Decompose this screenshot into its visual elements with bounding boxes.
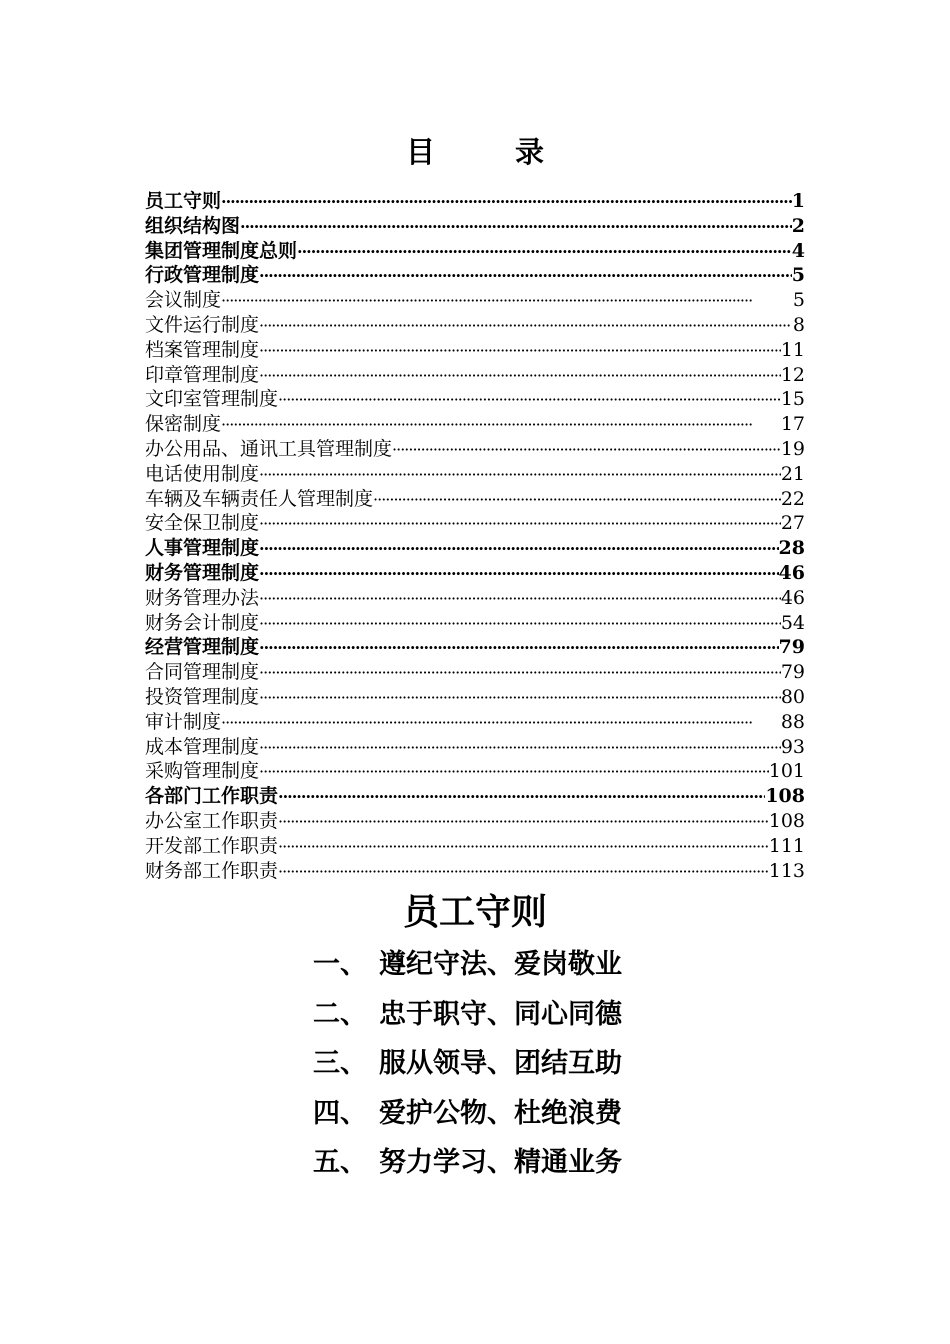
toc-entry-label: 文件运行制度 bbox=[145, 313, 260, 336]
toc-entry[interactable] bbox=[145, 759, 805, 784]
toc-entry-page: 5 bbox=[791, 264, 805, 287]
rule-item bbox=[313, 1138, 622, 1188]
rule-number: 五、 bbox=[313, 1147, 367, 1178]
toc-entry-page: 8 bbox=[792, 313, 805, 336]
toc-leader-dots bbox=[259, 264, 792, 288]
toc-entry[interactable] bbox=[145, 363, 805, 388]
toc-entry[interactable] bbox=[145, 263, 805, 288]
toc-entry-label: 保密制度 bbox=[145, 413, 222, 436]
toc-entry-page: 27 bbox=[780, 512, 805, 535]
toc-entry-label: 文印室管理制度 bbox=[145, 388, 279, 411]
toc-entry-label: 合同管理制度 bbox=[145, 661, 260, 684]
toc-entry[interactable] bbox=[145, 685, 805, 710]
toc-leader-dots bbox=[278, 810, 769, 834]
toc-entry-label: 采购管理制度 bbox=[145, 760, 260, 783]
toc-entry-page: 80 bbox=[780, 685, 805, 708]
toc-entry[interactable] bbox=[145, 710, 805, 735]
toc-entry[interactable] bbox=[145, 214, 805, 239]
toc-entry-page: 54 bbox=[780, 611, 805, 634]
toc-title-left: 目 bbox=[405, 135, 435, 169]
toc-entry-label: 档案管理制度 bbox=[145, 338, 260, 361]
toc-entry-label: 投资管理制度 bbox=[145, 685, 260, 708]
toc-leader-dots bbox=[259, 587, 781, 611]
rule-text: 服从领导、团结互助 bbox=[379, 1048, 622, 1079]
rule-number: 三、 bbox=[313, 1048, 367, 1079]
toc-entry-page: 111 bbox=[768, 834, 805, 857]
section-title: 员工守则 bbox=[402, 891, 547, 933]
toc-entry[interactable] bbox=[145, 511, 805, 536]
toc-entry-label: 财务会计制度 bbox=[145, 611, 260, 634]
toc-leader-dots bbox=[278, 835, 769, 859]
toc-leader-dots bbox=[221, 289, 793, 313]
toc-leader-dots bbox=[373, 488, 781, 512]
toc-entry-page: 19 bbox=[780, 437, 805, 460]
toc-entry[interactable] bbox=[145, 834, 805, 859]
toc-entry-page: 46 bbox=[780, 586, 805, 609]
toc-entry[interactable] bbox=[145, 189, 805, 214]
toc-entry-page: 2 bbox=[791, 214, 805, 237]
toc-entry-label: 集团管理制度总则 bbox=[145, 239, 298, 262]
toc-entry[interactable] bbox=[145, 735, 805, 760]
rule-number: 一、 bbox=[313, 949, 367, 980]
toc-leader-dots bbox=[221, 413, 781, 437]
toc-leader-dots bbox=[259, 661, 781, 685]
toc-leader-dots bbox=[259, 537, 779, 561]
toc-entry-page: 108 bbox=[765, 785, 805, 808]
toc-leader-dots bbox=[259, 314, 793, 338]
toc-leader-dots bbox=[392, 438, 781, 462]
rule-item bbox=[313, 940, 622, 990]
rules-list bbox=[313, 940, 622, 1188]
toc-leader-dots bbox=[259, 512, 781, 536]
toc-entry-label: 安全保卫制度 bbox=[145, 512, 260, 535]
toc-entry[interactable] bbox=[145, 437, 805, 462]
toc-entry-page: 12 bbox=[780, 363, 805, 386]
toc-title-right: 录 bbox=[515, 135, 545, 169]
toc-entry-label: 办公室工作职责 bbox=[145, 809, 279, 832]
toc-entry-label: 电话使用制度 bbox=[145, 462, 260, 485]
toc-entry[interactable] bbox=[145, 660, 805, 685]
rule-item bbox=[313, 990, 622, 1040]
toc-entry[interactable] bbox=[145, 462, 805, 487]
toc-leader-dots bbox=[297, 240, 792, 264]
toc-entry[interactable] bbox=[145, 611, 805, 636]
toc-leader-dots bbox=[259, 612, 781, 636]
toc-leader-dots bbox=[259, 636, 779, 660]
toc-entry[interactable] bbox=[145, 412, 805, 437]
toc-leader-dots bbox=[221, 190, 792, 214]
toc-entry[interactable] bbox=[145, 809, 805, 834]
toc-entry-label: 财务管理制度 bbox=[145, 561, 260, 584]
toc-entry-page: 88 bbox=[780, 710, 805, 733]
toc-entry-label: 员工守则 bbox=[145, 190, 222, 212]
toc-entry-page: 5 bbox=[792, 289, 805, 312]
toc-entry-page: 17 bbox=[780, 413, 805, 436]
toc-title bbox=[0, 130, 950, 171]
rule-number: 四、 bbox=[313, 1097, 367, 1129]
rule-item bbox=[313, 1089, 622, 1139]
toc-entry[interactable] bbox=[145, 288, 805, 313]
rule-text: 努力学习、精通业务 bbox=[379, 1147, 622, 1178]
rule-number: 二、 bbox=[313, 998, 367, 1030]
toc-entry-page: 46 bbox=[778, 561, 805, 584]
toc-entry-label: 审计制度 bbox=[145, 710, 222, 733]
toc-entry[interactable] bbox=[145, 635, 805, 660]
toc-leader-dots bbox=[259, 463, 781, 487]
toc-entry-page: 101 bbox=[768, 760, 805, 783]
toc-entry-page: 15 bbox=[780, 388, 805, 411]
toc-entry-page: 21 bbox=[780, 462, 805, 485]
toc-entry-page: 79 bbox=[780, 661, 805, 684]
toc-entry-label: 财务部工作职责 bbox=[145, 859, 279, 882]
toc-entry-label: 办公用品、通讯工具管理制度 bbox=[145, 437, 393, 460]
toc-leader-dots bbox=[259, 686, 781, 710]
toc-leader-dots bbox=[259, 562, 779, 586]
toc-entry-page: 28 bbox=[778, 537, 805, 560]
toc-entry-label: 车辆及车辆责任人管理制度 bbox=[145, 487, 374, 510]
toc-entry[interactable] bbox=[145, 338, 805, 363]
toc-entry[interactable] bbox=[145, 784, 805, 809]
toc-entry-label: 人事管理制度 bbox=[145, 537, 260, 560]
toc-leader-dots bbox=[259, 736, 781, 760]
toc-entry[interactable] bbox=[145, 487, 805, 512]
rule-text: 忠于职守、同心同德 bbox=[379, 998, 622, 1030]
toc-entry[interactable] bbox=[145, 859, 805, 884]
toc-entry-label: 成本管理制度 bbox=[145, 735, 260, 758]
toc-entry[interactable] bbox=[145, 313, 805, 338]
toc-leader-dots bbox=[259, 364, 781, 388]
toc-leader-dots bbox=[278, 388, 781, 412]
toc-leader-dots bbox=[278, 860, 769, 884]
toc-entry-page: 11 bbox=[780, 338, 805, 361]
toc-entry-page: 113 bbox=[768, 859, 805, 882]
rule-text: 遵纪守法、爱岗敬业 bbox=[379, 949, 622, 980]
toc-entry-label: 会议制度 bbox=[145, 289, 222, 312]
toc-entry[interactable] bbox=[145, 536, 805, 561]
toc-entry-page: 22 bbox=[780, 487, 805, 510]
toc-entry[interactable] bbox=[145, 586, 805, 611]
toc-leader-dots bbox=[259, 760, 769, 784]
toc-entry-label: 开发部工作职责 bbox=[145, 834, 279, 857]
rule-item bbox=[313, 1039, 622, 1089]
toc-entry[interactable] bbox=[145, 239, 805, 264]
toc-entry-page: 4 bbox=[791, 239, 805, 262]
toc-entry-page: 79 bbox=[778, 636, 805, 659]
toc-entry-page: 1 bbox=[791, 190, 805, 212]
toc-entry-label: 经营管理制度 bbox=[145, 636, 260, 659]
rule-text: 爱护公物、杜绝浪费 bbox=[379, 1097, 622, 1129]
toc-entry-label: 财务管理办法 bbox=[145, 586, 260, 609]
toc-entry-label: 行政管理制度 bbox=[145, 264, 260, 287]
toc-leader-dots bbox=[278, 785, 765, 809]
toc-entry-label: 印章管理制度 bbox=[145, 363, 260, 386]
toc-entry-page: 108 bbox=[768, 809, 805, 832]
toc-leader-dots bbox=[259, 339, 781, 363]
toc-entry-page: 93 bbox=[780, 735, 805, 758]
toc-entry-label: 组织结构图 bbox=[145, 214, 241, 237]
toc-leader-dots bbox=[221, 711, 781, 735]
toc-entry-label: 各部门工作职责 bbox=[145, 785, 279, 808]
toc-entry[interactable] bbox=[145, 387, 805, 412]
toc-leader-dots bbox=[240, 215, 792, 239]
toc-entry[interactable] bbox=[145, 561, 805, 586]
table-of-contents bbox=[145, 189, 805, 883]
